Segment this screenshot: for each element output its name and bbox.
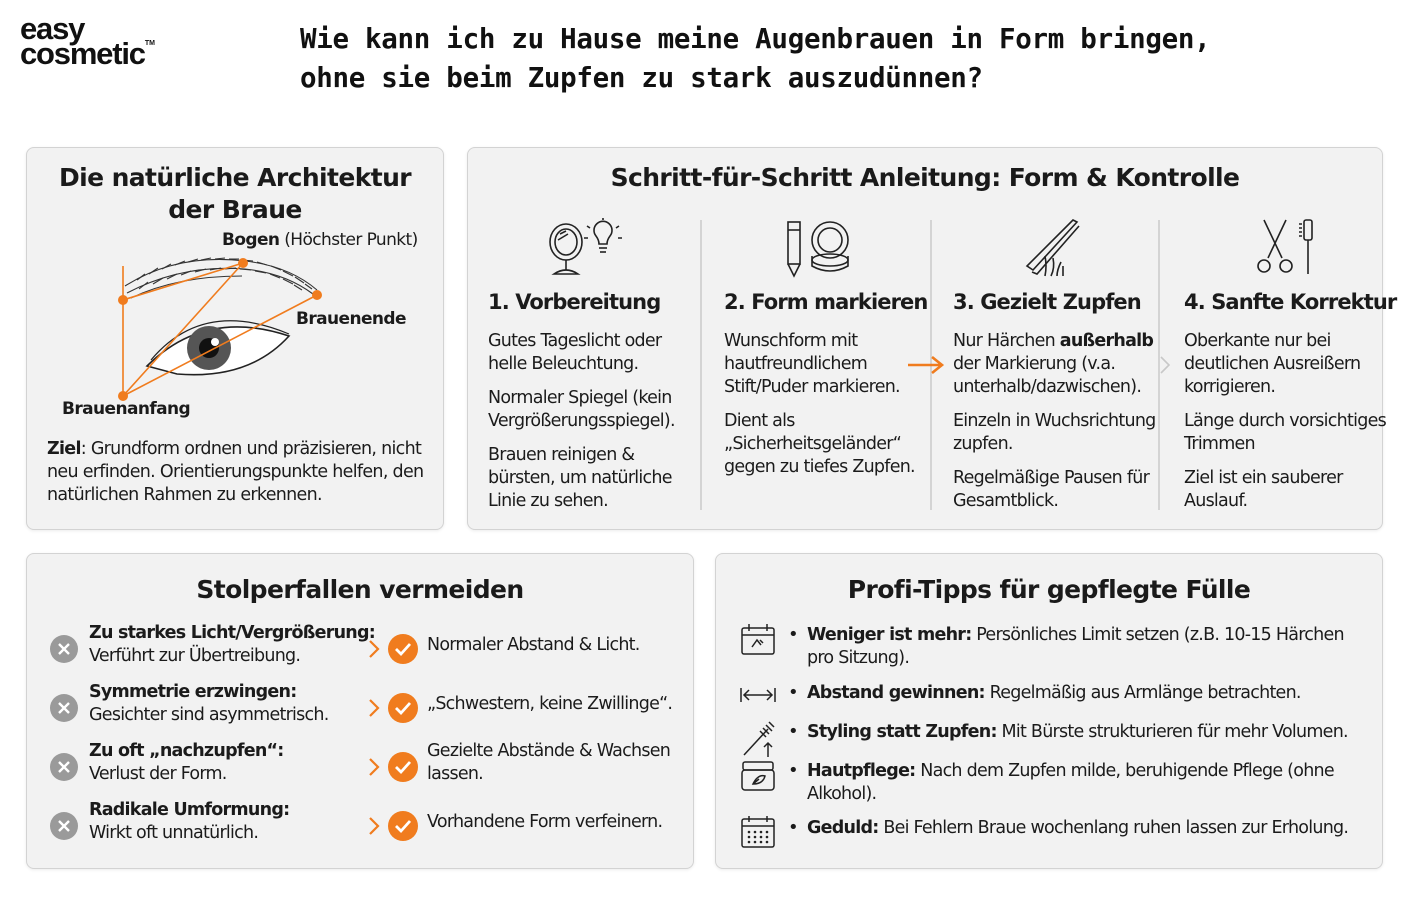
page-title	[300, 20, 1300, 98]
brand-line2-text: cosmetic	[20, 36, 145, 72]
step-3-paragraph: Einzeln in Wuchsrichtung zupfen.	[953, 411, 1156, 454]
x-circle-icon	[49, 752, 79, 782]
tip-bold: Geduld:	[807, 818, 879, 838]
step-4-text	[1184, 330, 1399, 524]
step-3-paragraph: Regelmäßige Pausen für Gesamtblick.	[953, 468, 1150, 511]
brand-line1: easy	[20, 11, 85, 46]
tip-bullet: •	[788, 721, 799, 742]
brand-line2	[20, 36, 180, 72]
tip-bullet: •	[788, 817, 799, 838]
eyebrow-hair-icon	[125, 258, 317, 298]
label-bogen-note: (Höchster Punkt)	[279, 230, 418, 250]
architecture-goal	[47, 438, 437, 507]
pitfall-problem-title: Symmetrie erzwingen:	[89, 682, 297, 702]
tip-body: Regelmäßig aus Armlänge betrachten.	[984, 683, 1301, 703]
tip-bold: Weniger ist mehr:	[807, 625, 972, 645]
pitfall-solution: Gezielte Abstände & Wachsen lassen.	[427, 741, 671, 784]
tip-bullet: •	[788, 682, 799, 703]
mirror-lightbulb-icon	[538, 218, 628, 280]
tip-bold: Styling statt Zupfen:	[807, 722, 997, 742]
label-brauenende-text: Brauenende	[296, 309, 406, 329]
architecture-title-line1: Die natürliche Architektur	[58, 163, 411, 192]
pitfall-problem-text: Gesichter sind asymmetrisch.	[89, 705, 329, 725]
tip-body: Nach dem Zupfen milde, beruhigende Pflege (ohne Alkohol).	[807, 761, 1334, 804]
check-circle-icon	[387, 692, 419, 724]
label-brauenende	[296, 309, 406, 329]
tip-bold: Hautpflege:	[807, 761, 916, 781]
pitfall-row	[27, 624, 687, 676]
pitfall-problem	[89, 740, 379, 786]
chevron-right-icon	[367, 815, 381, 837]
pitfall-problem-title: Radikale Umformung:	[89, 800, 290, 820]
steps-title: Schritt-für-Schritt Anleitung: Form & Kontrolle	[610, 163, 1240, 192]
tip-bullet: •	[788, 624, 799, 645]
check-circle-icon	[387, 810, 419, 842]
pencil-compact-icon	[774, 218, 864, 280]
step-3-text	[953, 330, 1168, 524]
tip-text	[807, 682, 1352, 705]
pitfalls-title: Stolperfallen vermeiden	[196, 575, 524, 604]
step-1-paragraph: Brauen reinigen & bürsten, um natürliche Linie zu sehen.	[488, 445, 672, 511]
step-3-p1-pre: Nur Härchen	[953, 331, 1060, 351]
pitfall-problem	[89, 681, 379, 727]
label-brauenanfang-text: Brauenanfang	[62, 399, 191, 419]
tip-body: Persönliches Limit setzen (z.B. 10-15 Härchen pro Sitzung).	[807, 625, 1344, 668]
check-circle-icon	[387, 751, 419, 783]
step-3-title: 3. Gezielt Zupfen	[953, 290, 1141, 314]
step-2-paragraph: Wunschform mit hautfreundlichem Stift/Puder markieren.	[724, 331, 900, 397]
step-2-title: 2. Form markieren	[724, 290, 928, 314]
step-2-text	[724, 330, 939, 490]
page-title-line1: Wie kann ich zu Hause meine Augenbrauen in Form bringen,	[300, 23, 1211, 55]
label-bogen	[222, 230, 418, 250]
calendar-grid-icon	[738, 815, 778, 849]
step-4-paragraph: Ziel ist ein sauberer Auslauf.	[1184, 468, 1343, 511]
tip-body: Bei Fehlern Braue wochenlang ruhen lassen zur Erholung.	[878, 818, 1349, 838]
step-1-paragraph: Normaler Spiegel (kein Vergrößerungsspiegel).	[488, 388, 675, 431]
distance-arrows-icon	[738, 680, 778, 714]
pitfall-problem-text: Verführt zur Übertreibung.	[89, 646, 301, 666]
tips-title: Profi-Tipps für gepflegte Fülle	[847, 575, 1251, 604]
chevron-right-icon	[367, 756, 381, 778]
tips-panel	[715, 553, 1383, 869]
pitfall-row	[27, 801, 687, 853]
chevron-right-icon	[367, 638, 381, 660]
label-bogen-bold: Bogen	[222, 230, 280, 250]
goal-text: : Grundform ordnen und präzisieren, nicht neu erfinden. Orientierungspunkte helfen, den natürlichen Rahmen zu erkennen.	[47, 439, 424, 505]
tweezers-icon	[1003, 218, 1093, 280]
architecture-title-line2: der Braue	[168, 195, 302, 224]
tip-bold: Abstand gewinnen:	[807, 683, 985, 703]
tip-text	[807, 760, 1352, 806]
eyebrow-diagram-icon	[27, 148, 445, 438]
label-brauenanfang	[62, 399, 190, 419]
spoolie-brush-icon	[738, 719, 778, 759]
pitfall-problem-text: Wirkt oft unnatürlich.	[89, 823, 259, 843]
check-circle-icon	[387, 633, 419, 665]
calendar-icon	[738, 622, 778, 656]
pitfall-problem	[89, 799, 379, 845]
pitfalls-panel	[26, 553, 694, 869]
step-3-paragraph	[953, 330, 1168, 399]
tip-text	[807, 817, 1352, 840]
step-1-text	[488, 330, 703, 524]
step-4-paragraph: Länge durch vorsichtiges Trimmen	[1184, 411, 1386, 454]
brand-tm: TM	[144, 40, 155, 48]
chevron-right-icon	[367, 697, 381, 719]
step-4-title: 4. Sanfte Korrektur	[1184, 290, 1397, 314]
cream-jar-icon	[738, 758, 778, 792]
architecture-panel	[26, 147, 444, 530]
step-4-paragraph: Oberkante nur bei deutlichen Ausreißern korrigieren.	[1184, 331, 1361, 397]
eye-icon	[147, 321, 289, 375]
pitfall-solution: „Schwestern, keine Zwillinge“.	[427, 694, 673, 714]
step-3-p1-post: der Markierung (v.a. unterhalb/dazwischen).	[953, 354, 1142, 397]
steps-panel	[467, 147, 1397, 530]
step-3-p1-bold: außerhalb	[1059, 331, 1154, 351]
x-circle-icon	[49, 693, 79, 723]
tip-bullet: •	[788, 760, 799, 781]
pitfall-problem-text: Verlust der Form.	[89, 764, 227, 784]
pitfall-solution: Normaler Abstand & Licht.	[427, 635, 640, 655]
x-circle-icon	[49, 634, 79, 664]
tip-text	[807, 721, 1352, 744]
tip-body: Mit Bürste strukturieren für mehr Volumen.	[996, 722, 1348, 742]
pitfall-solution: Vorhandene Form verfeinern.	[427, 812, 663, 832]
step-1-title: 1. Vorbereitung	[488, 290, 661, 314]
pitfall-row	[27, 742, 687, 794]
pitfall-problem	[89, 622, 379, 668]
brand-logo	[20, 11, 180, 72]
scissors-brush-icon	[1234, 218, 1324, 280]
goal-label: Ziel	[47, 439, 81, 459]
page-title-line2: ohne sie beim Zupfen zu stark auszudünnen?	[300, 62, 983, 94]
step-2-paragraph: Dient als „Sicherheitsgeländer“ gegen zu tiefes Zupfen.	[724, 411, 915, 477]
tip-text	[807, 624, 1352, 670]
pitfall-problem-title: Zu oft „nachzupfen“:	[89, 741, 284, 761]
step-1-paragraph: Gutes Tageslicht oder helle Beleuchtung.	[488, 331, 662, 374]
x-circle-icon	[49, 811, 79, 841]
pitfall-problem-title: Zu starkes Licht/Vergrößerung:	[89, 623, 376, 643]
pitfall-row	[27, 683, 687, 735]
